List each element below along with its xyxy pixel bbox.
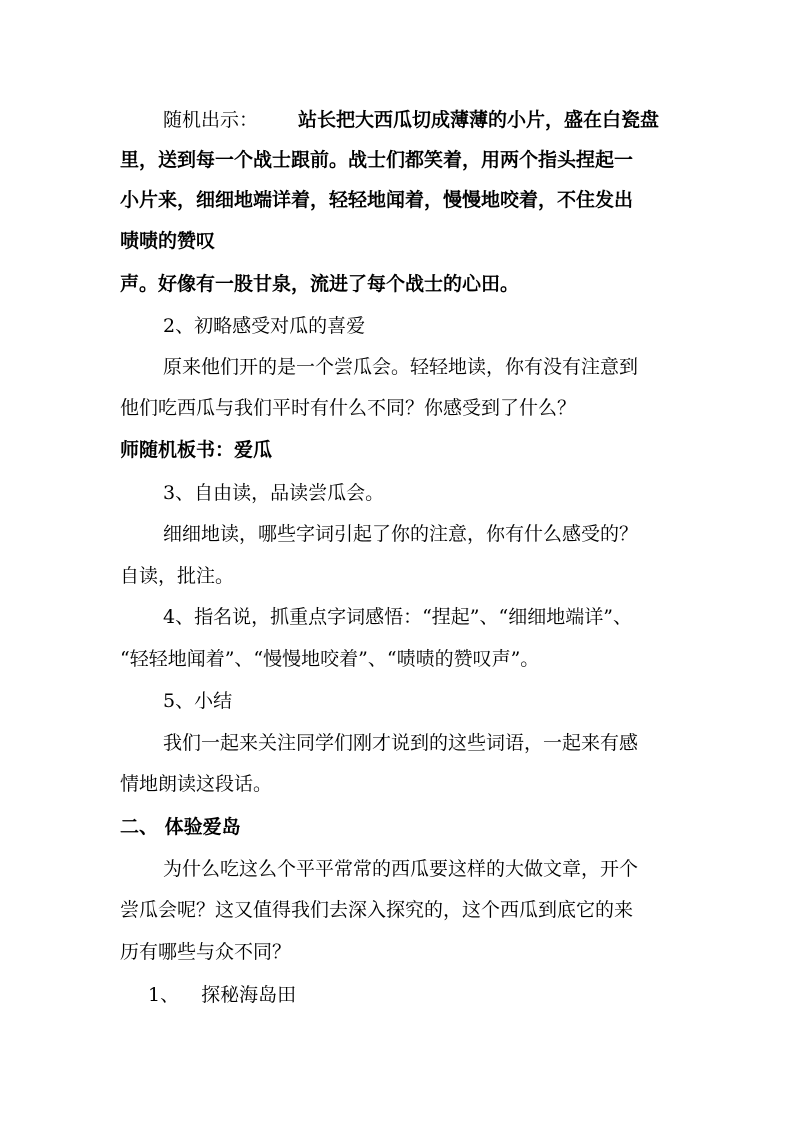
- paragraph-line: “轻轻地闻着”、“慢慢地咬着”、“啧啧的赞叹声”。: [120, 648, 540, 670]
- passage-line: 里，送到每一个战士跟前。战士们都笑着，用两个指头捏起一: [120, 149, 634, 171]
- board-note: 师随机板书：爱瓜: [120, 439, 273, 461]
- paragraph-line: 为什么吃这么个平平常常的西瓜要这样的大做文章，开个: [163, 858, 639, 880]
- reveal-label: 随机出示：: [163, 109, 259, 131]
- part-heading: 二、 体验爱岛: [120, 816, 241, 838]
- subsection-title: 探秘海岛田: [201, 984, 297, 1006]
- section-heading: 2、初略感受对瓜的喜爱: [163, 315, 366, 337]
- passage-line: 声。好像有一股甘泉，流进了每个战士的心田。: [120, 273, 520, 295]
- passage-line: 啧啧的赞叹: [120, 230, 216, 252]
- subsection-heading: [148, 983, 296, 1007]
- subsection-number: 1、: [148, 984, 180, 1006]
- passage-text: 站长把大西瓜切成薄薄的小片，盛在白瓷盘: [298, 109, 660, 131]
- paragraph-line: [163, 108, 659, 132]
- section-heading: 4、指名说，抓重点字词感悟：“捏起”、“细细地端详”、: [163, 606, 632, 628]
- paragraph-line: 情地朗读这段话。: [120, 773, 273, 795]
- paragraph-line: 历有哪些与众不同？: [120, 941, 292, 963]
- paragraph-line: 细细地读，哪些字词引起了你的注意，你有什么感受的？: [163, 523, 639, 545]
- section-heading: 3、自由读，品读尝瓜会。: [163, 482, 385, 504]
- passage-line: 小片来，细细地端详着，轻轻地闻着，慢慢地咬着，不住发出: [120, 189, 634, 211]
- paragraph-line: 他们吃西瓜与我们平时有什么不同？你感受到了什么？: [120, 397, 577, 419]
- paragraph-line: 自读，批注。: [120, 565, 235, 587]
- paragraph-line: 我们一起来关注同学们刚才说到的这些词语，一起来有感: [163, 732, 639, 754]
- section-heading: 5、小结: [163, 690, 233, 712]
- paragraph-line: 尝瓜会呢？这又值得我们去深入探究的，这个西瓜到底它的来: [120, 899, 634, 921]
- paragraph-line: 原来他们开的是一个尝瓜会。轻轻地读，你有没有注意到: [163, 356, 639, 378]
